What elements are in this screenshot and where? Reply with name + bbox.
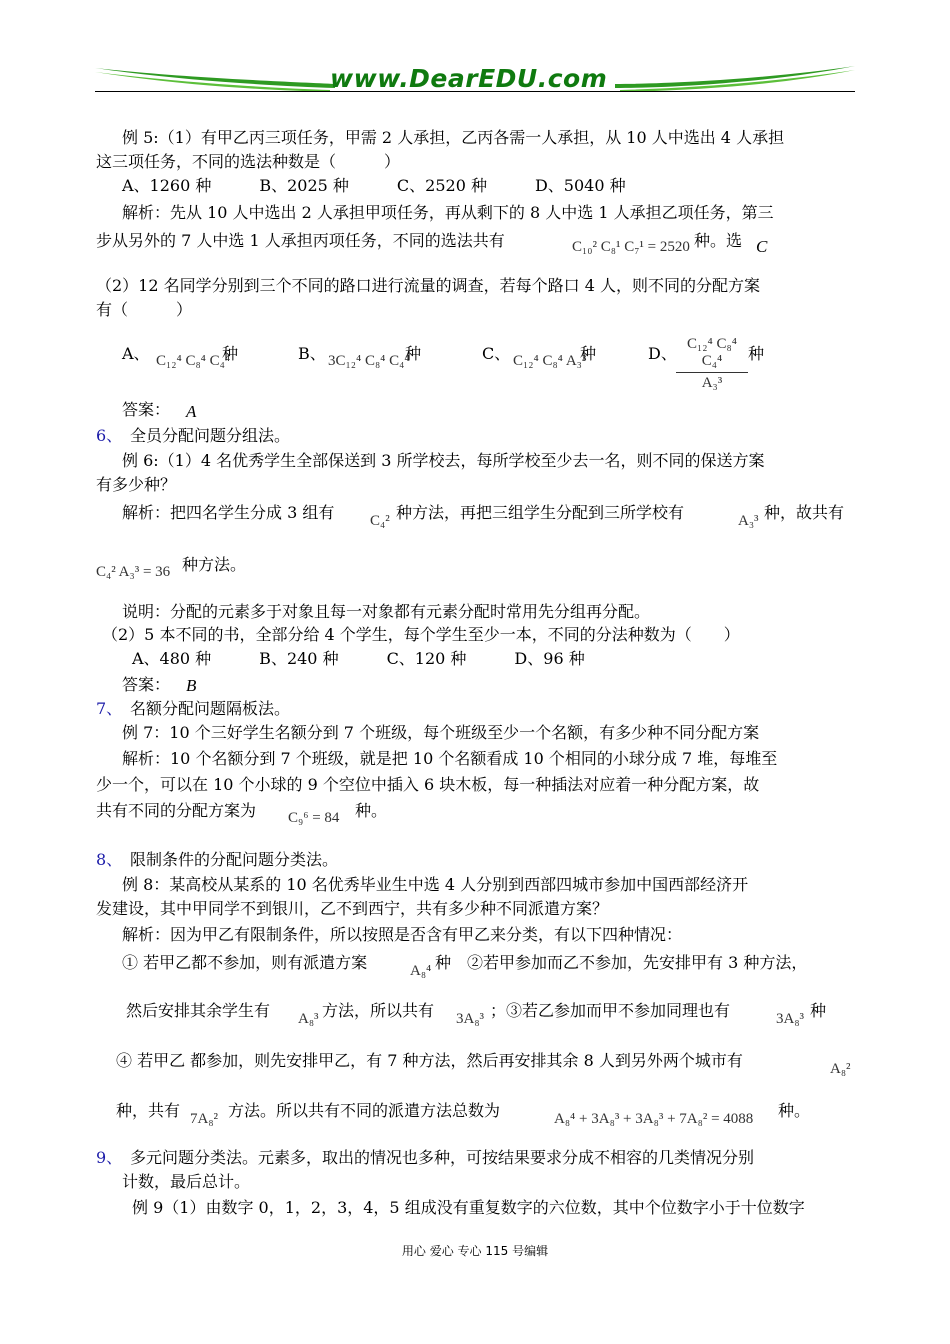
formula: A₈² [830, 1061, 851, 1077]
section-title: 多元问题分类法。元素多，取出的情况也多种，可按结果要求分成不相容的几类情况分别 [130, 1148, 755, 1167]
text-line: 解析：把四名学生分成 3 组有 [122, 503, 335, 522]
header-rule [95, 91, 855, 92]
section-number: 7、 [96, 699, 123, 718]
text-line: 种 ②若甲参加而乙不参加，先安排甲有 3 种方法， [435, 953, 808, 972]
formula: 3A₈³ [456, 1011, 485, 1027]
formula: A₈³ [298, 1011, 319, 1027]
text-line: 种，共有 [116, 1101, 181, 1120]
text-line: 例 5:（1）有甲乙丙三项任务，甲需 2 人承担，乙丙各需一人承担，从 10 人中选出 4 人承担 [122, 128, 785, 147]
text-line: 这三项任务，不同的选法种数是（ ） [96, 152, 401, 171]
site-logo[interactable]: www.DearEDU.com [330, 64, 608, 93]
page-footer: 用心 爱心 专心 115 号编辑 [401, 1244, 549, 1258]
text-line: 步从另外的 7 人中选 1 人承担丙项任务，不同的选法共有 [96, 231, 505, 250]
option-label: C、 [482, 344, 511, 363]
text-line: 例 8：某高校从某系的 10 名优秀毕业生中选 4 人分别到西部四城市参加中国西部经济开 [122, 875, 749, 894]
formula: 3C₁₂⁴ C₈⁴ C₄⁴ [328, 353, 410, 369]
text-line: 方法，所以共有 [322, 1001, 435, 1020]
text-line: 种 [810, 1001, 827, 1020]
formula: A₈⁴ + 3A₈³ + 3A₈³ + 7A₈² = 4088 [554, 1111, 754, 1127]
text-line: 例 9（1）由数字 0，1，2，3，4，5 组成没有重复数字的六位数，其中个位数字小于十位数字 [132, 1198, 805, 1217]
text-line: 种 [748, 344, 765, 363]
text-line: 种 [580, 344, 597, 363]
formula: C₁₀² C₈¹ C₇¹ = 2520 [572, 239, 690, 255]
text-line: 种。 [355, 801, 388, 820]
formula: C [756, 237, 768, 256]
text-line: 有多少种？ [96, 475, 177, 494]
text-line: 种 [405, 344, 422, 363]
text-line: 解析：因为甲乙有限制条件，所以按照是否含有甲乙来分类，有以下四种情况： [122, 925, 683, 944]
text-line: 方法。所以共有不同的派遣方法总数为 [228, 1101, 501, 1120]
section-title: 全员分配问题分组法。 [130, 426, 291, 445]
formula: A₃³ [738, 513, 759, 529]
text-line: （2）5 本不同的书，全部分给 4 个学生，每个学生至少一本，不同的分法种数为（ ） [102, 625, 740, 644]
text-line: 解析：先从 10 人中选出 2 人承担甲项任务，再从剩下的 8 人中选 1 人承担乙项任务，第三 [122, 203, 774, 222]
text-line: 种，故共有 [764, 503, 845, 522]
answer-options: A、480 种 B、240 种 C、120 种 D、96 种 [132, 649, 585, 668]
formula: C₁₂⁴ C₈⁴ A₃³ [513, 353, 587, 369]
answer-options: A、1260 种 B、2025 种 C、2520 种 D、5040 种 [122, 176, 626, 195]
text-line: 种 [222, 344, 239, 363]
text-line: ① 若甲乙都不参加，则有派遣方案 [122, 953, 368, 972]
text-line: 少一个，可以在 10 个小球的 9 个空位中插入 6 块木板，每一种插法对应着一种分配方案，故 [96, 775, 760, 794]
option-label: B、 [298, 344, 326, 363]
text-line: 例 6:（1）4 名优秀学生全部保送到 3 所学校去，每所学校至少去一名，则不同的保送方案 [122, 451, 765, 470]
answer-value: A [186, 402, 197, 421]
answer-label: 答案： [122, 675, 171, 694]
text-line: 解析：10 个名额分到 7 个班级，就是把 10 个名额看成 10 个相同的小球分成 7 堆，每堆至 [122, 749, 778, 768]
text-line: 种方法，再把三组学生分配到三所学校有 [396, 503, 685, 522]
text-line: （2）12 名同学分别到三个不同的路口进行流量的调查，若每个路口 4 人，则不同的分配方案 [96, 276, 760, 295]
section-number: 8、 [96, 850, 123, 869]
formula: C₄² [370, 513, 390, 529]
section-number: 9、 [96, 1148, 123, 1167]
text-line: 有（ ） [96, 300, 193, 319]
formula: C₄² A₃³ = 36 [96, 564, 171, 580]
text-line: 计数，最后总计。 [122, 1172, 251, 1191]
formula: 7A₈² [190, 1111, 219, 1127]
section-title: 名额分配问题隔板法。 [130, 699, 291, 718]
text-line: 共有不同的分配方案为 [96, 801, 257, 820]
text-line: 发建设，其中甲同学不到银川，乙不到西宁，共有多少种不同派遣方案？ [96, 899, 609, 918]
text-line: 说明：分配的元素多于对象且每一对象都有元素分配时常用先分组再分配。 [122, 602, 651, 621]
formula: 3A₈³ [776, 1011, 805, 1027]
text-line: ④ 若甲乙 都参加，则先安排甲乙，有 7 种方法，然后再安排其余 8 人到另外两个城市有 [116, 1051, 743, 1070]
text-line: 种方法。 [182, 555, 247, 574]
option-label: A、 [122, 344, 150, 363]
formula: C₉⁶ = 84 [288, 810, 340, 826]
text-line: 种。选 [694, 231, 743, 250]
text-line: 种。 [778, 1101, 811, 1120]
formula: A₈⁴ [410, 963, 432, 979]
answer-value: B [186, 676, 197, 695]
text-line: ；③若乙参加而甲不参加同理也有 [490, 1001, 731, 1020]
text-line: 例 7：10 个三好学生名额分到 7 个班级，每个班级至少一个名额，有多少种不同分配方案 [122, 723, 760, 742]
formula: C₁₂⁴ C₈⁴ C₄⁴ [156, 353, 231, 369]
section-number: 6、 [96, 426, 123, 445]
text-line: 然后安排其余学生有 [126, 1001, 271, 1020]
option-label: D、 [648, 344, 677, 363]
section-title: 限制条件的分配问题分类法。 [130, 850, 339, 869]
fraction-formula: C₁₂⁴ C₈⁴ C₄⁴ A₃³ [676, 336, 748, 392]
answer-label: 答案： [122, 400, 171, 419]
